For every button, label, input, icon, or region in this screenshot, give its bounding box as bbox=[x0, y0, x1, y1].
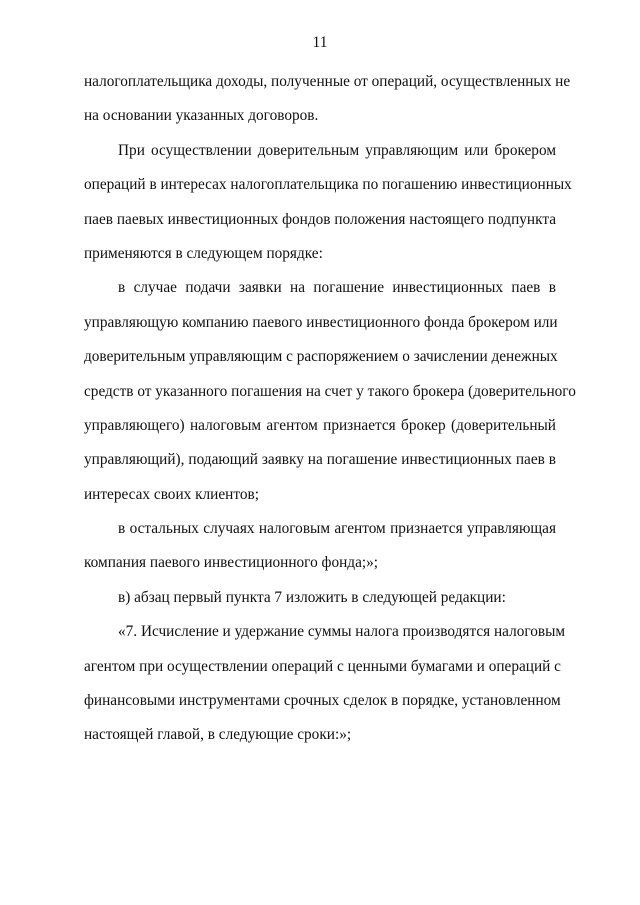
text-line: операций в интересах налогоплательщика по погашению инвестиционных bbox=[84, 176, 572, 194]
page-number: 11 bbox=[312, 34, 328, 51]
text-line: в остальных случаях налоговым агентом признается управляющая bbox=[118, 520, 556, 538]
paragraph bbox=[84, 622, 566, 760]
paragraph bbox=[84, 141, 572, 279]
text-line: в) абзац первый пункта 7 изложить в следующей редакции: bbox=[118, 588, 506, 606]
text-line: управляющую компанию паевого инвестиционного фонда брокером или bbox=[84, 313, 558, 331]
text-line: доверительным управляющим с распоряжением о зачислении денежных bbox=[84, 348, 558, 366]
text-line: паев паевых инвестиционных фондов положения настоящего подпункта bbox=[84, 210, 556, 228]
text-line: налогоплательщика доходы, полученные от операций, осуществленных не bbox=[84, 73, 571, 90]
paragraph bbox=[84, 278, 576, 519]
text-line: управляющий), подающий заявку на погашение инвестиционных паев в bbox=[84, 451, 556, 469]
text-line: настоящей главой, в следующие сроки:»; bbox=[84, 726, 352, 744]
paragraph bbox=[84, 588, 556, 622]
document-body bbox=[84, 72, 576, 760]
text-line: компания паевого инвестиционного фонда;»; bbox=[84, 554, 379, 572]
paragraph bbox=[84, 519, 556, 588]
text-line: управляющего) налоговым агентом признается брокер (доверительный bbox=[84, 416, 556, 434]
text-line: агентом при осуществлении операций с ценными бумагами и операций с bbox=[84, 657, 561, 675]
text-line: средств от указанного погашения на счет у такого брокера (доверительного bbox=[84, 382, 576, 400]
text-line: на основании указанных договоров. bbox=[84, 107, 319, 125]
paragraph bbox=[84, 72, 571, 141]
text-line: финансовыми инструментами срочных сделок в порядке, установленном bbox=[84, 692, 561, 710]
text-line: интересах своих клиентов; bbox=[84, 485, 259, 503]
text-line: применяются в следующем порядке: bbox=[84, 244, 323, 262]
text-line: «7. Исчисление и удержание суммы налога производятся налоговым bbox=[118, 623, 566, 641]
text-line: в случае подачи заявки на погашение инвестиционных паев в bbox=[118, 279, 556, 297]
text-line: При осуществлении доверительным управляющим или брокером bbox=[118, 141, 556, 159]
